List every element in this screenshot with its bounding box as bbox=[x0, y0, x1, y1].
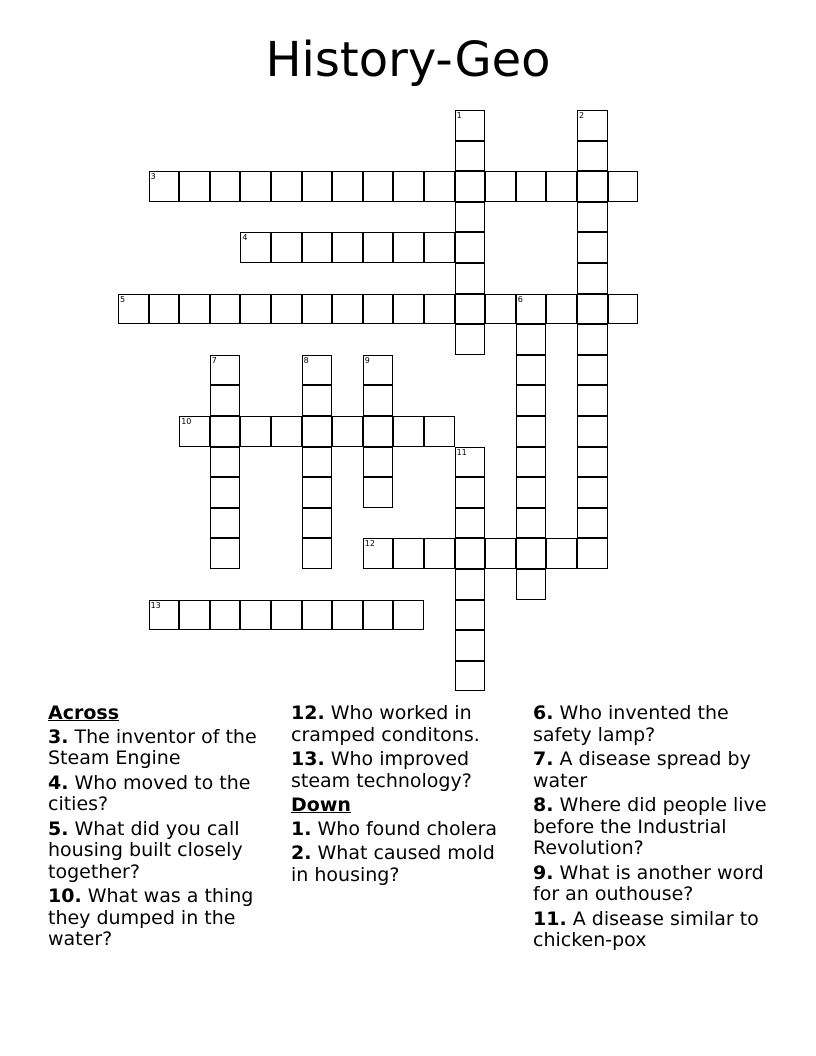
grid-cell[interactable] bbox=[210, 294, 241, 325]
grid-cell[interactable] bbox=[210, 355, 241, 386]
clue-number: 7 bbox=[211, 355, 217, 365]
clue-number: 2 bbox=[579, 111, 585, 120]
grid-cell[interactable] bbox=[455, 324, 486, 355]
grid-cell[interactable] bbox=[424, 538, 455, 569]
clue-number-label: 3. bbox=[48, 725, 69, 748]
clue bbox=[291, 843, 516, 886]
clue-text: What did you call housing built closely together? bbox=[48, 817, 243, 883]
grid-cell[interactable] bbox=[516, 538, 547, 569]
grid-cell[interactable] bbox=[302, 171, 333, 202]
clue-text: Where did people live before the Industrial Revolution? bbox=[533, 794, 767, 859]
grid-cell[interactable] bbox=[577, 110, 608, 141]
grid-cell[interactable] bbox=[363, 294, 394, 325]
grid-cell[interactable] bbox=[393, 171, 424, 202]
grid-cell[interactable] bbox=[302, 508, 333, 539]
grid-cell[interactable] bbox=[363, 171, 394, 202]
grid-cell[interactable] bbox=[393, 416, 424, 447]
grid-cell[interactable] bbox=[179, 416, 210, 447]
grid-cell[interactable] bbox=[363, 477, 394, 508]
clue-text: Who improved steam technology? bbox=[291, 748, 472, 792]
grid-cell[interactable] bbox=[302, 477, 333, 508]
grid-cell[interactable] bbox=[455, 447, 486, 478]
grid-cell[interactable] bbox=[455, 538, 486, 569]
grid-cell[interactable] bbox=[577, 508, 608, 539]
grid-cell[interactable] bbox=[455, 294, 486, 325]
clue bbox=[48, 886, 273, 951]
clue bbox=[291, 703, 516, 746]
clue-number: 11 bbox=[456, 447, 467, 457]
clue bbox=[533, 909, 773, 952]
clue-number-label: 8. bbox=[533, 794, 554, 816]
grid-cell[interactable] bbox=[424, 171, 455, 202]
grid-cell[interactable] bbox=[577, 202, 608, 233]
clue-number-label: 13. bbox=[291, 748, 325, 770]
grid-cell[interactable] bbox=[516, 385, 547, 416]
clue bbox=[533, 863, 773, 906]
grid-cell[interactable] bbox=[516, 447, 547, 478]
grid-cell[interactable] bbox=[210, 538, 241, 569]
grid-cell[interactable] bbox=[149, 294, 180, 325]
grid-cell[interactable] bbox=[179, 294, 210, 325]
across-header: Across bbox=[48, 702, 120, 724]
clue-number-label: 11. bbox=[533, 907, 567, 930]
grid-cell[interactable] bbox=[577, 538, 608, 569]
grid-cell[interactable] bbox=[546, 538, 577, 569]
clue-number: 12 bbox=[364, 539, 375, 549]
grid-cell[interactable] bbox=[332, 232, 363, 263]
grid-cell[interactable] bbox=[455, 141, 486, 172]
grid-cell[interactable] bbox=[577, 355, 608, 386]
grid-cell[interactable] bbox=[577, 447, 608, 478]
clue-text: What caused mold in housing? bbox=[291, 842, 495, 886]
grid-cell[interactable] bbox=[546, 171, 577, 202]
grid-cell[interactable] bbox=[393, 294, 424, 325]
clue-number-label: 7. bbox=[533, 748, 554, 770]
clue bbox=[48, 727, 273, 770]
puzzle-title: History-Geo bbox=[265, 32, 551, 88]
clue bbox=[291, 749, 516, 792]
grid-cell[interactable] bbox=[363, 232, 394, 263]
grid-cell[interactable] bbox=[332, 600, 363, 631]
grid-cell[interactable] bbox=[577, 416, 608, 447]
grid-cell[interactable] bbox=[516, 355, 547, 386]
clue-number: 13 bbox=[150, 600, 161, 610]
grid-cell[interactable] bbox=[210, 508, 241, 539]
grid-cell[interactable] bbox=[210, 385, 241, 416]
grid-cell[interactable] bbox=[455, 263, 486, 294]
grid-cell[interactable] bbox=[302, 600, 333, 631]
grid-cell[interactable] bbox=[516, 508, 547, 539]
clue bbox=[291, 819, 516, 841]
grid-cell[interactable] bbox=[455, 661, 486, 692]
grid-cell[interactable] bbox=[455, 232, 486, 263]
grid-cell[interactable] bbox=[210, 600, 241, 631]
clue-text: A disease spread by water bbox=[533, 748, 751, 792]
grid-cell[interactable] bbox=[179, 600, 210, 631]
clue-number: 1 bbox=[456, 111, 462, 120]
clue-text: What was a thing they dumped in the water? bbox=[48, 885, 254, 950]
grid-cell[interactable] bbox=[516, 171, 547, 202]
grid-cell[interactable] bbox=[363, 416, 394, 447]
grid-cell[interactable] bbox=[577, 171, 608, 202]
grid-cell[interactable] bbox=[149, 600, 180, 631]
clue bbox=[48, 819, 273, 884]
grid-cell[interactable] bbox=[546, 294, 577, 325]
grid-cell[interactable] bbox=[577, 232, 608, 263]
clue-column-1 bbox=[48, 703, 273, 954]
grid-cell[interactable] bbox=[485, 538, 516, 569]
grid-cell[interactable] bbox=[210, 416, 241, 447]
grid-cell[interactable] bbox=[271, 232, 302, 263]
grid-cell[interactable] bbox=[485, 294, 516, 325]
clue-number: 6 bbox=[517, 294, 523, 304]
grid-cell[interactable] bbox=[240, 294, 271, 325]
grid-cell[interactable] bbox=[424, 294, 455, 325]
clue-number: 5 bbox=[120, 294, 126, 304]
clue-number: 3 bbox=[150, 172, 156, 182]
grid-cell[interactable] bbox=[179, 171, 210, 202]
grid-cell[interactable] bbox=[240, 171, 271, 202]
grid-cell[interactable] bbox=[240, 232, 271, 263]
grid-cell[interactable] bbox=[332, 416, 363, 447]
grid-cell[interactable] bbox=[577, 385, 608, 416]
grid-cell[interactable] bbox=[516, 294, 547, 325]
clue-number-label: 5. bbox=[48, 817, 69, 840]
grid-cell[interactable] bbox=[302, 294, 333, 325]
grid-cell[interactable] bbox=[363, 538, 394, 569]
grid-cell[interactable] bbox=[577, 477, 608, 508]
grid-cell[interactable] bbox=[577, 294, 608, 325]
clue-text: Who found cholera bbox=[317, 817, 498, 840]
clue-number: 8 bbox=[303, 355, 309, 365]
grid-cell[interactable] bbox=[455, 202, 486, 233]
clue-text: Who moved to the cities? bbox=[48, 771, 251, 815]
grid-cell[interactable] bbox=[363, 600, 394, 631]
grid-cell[interactable] bbox=[485, 171, 516, 202]
grid-cell[interactable] bbox=[363, 385, 394, 416]
grid-cell[interactable] bbox=[271, 600, 302, 631]
grid-cell[interactable] bbox=[455, 569, 486, 600]
grid-cell[interactable] bbox=[455, 508, 486, 539]
grid-cell[interactable] bbox=[424, 416, 455, 447]
clue bbox=[533, 795, 773, 860]
grid-cell[interactable] bbox=[455, 110, 486, 141]
grid-cell[interactable] bbox=[424, 232, 455, 263]
grid-cell[interactable] bbox=[210, 447, 241, 478]
grid-cell[interactable] bbox=[240, 600, 271, 631]
clue-number: 10 bbox=[181, 417, 192, 426]
grid-cell[interactable] bbox=[271, 294, 302, 325]
clue-text: The inventor of the Steam Engine bbox=[48, 725, 257, 769]
grid-cell[interactable] bbox=[302, 447, 333, 478]
grid-cell[interactable] bbox=[302, 232, 333, 263]
grid-cell[interactable] bbox=[363, 447, 394, 478]
clue-number-label: 12. bbox=[291, 702, 325, 724]
clue-number: 4 bbox=[242, 233, 248, 243]
clue-number-label: 10. bbox=[48, 885, 82, 907]
clue-number-label: 6. bbox=[533, 702, 554, 724]
grid-cell[interactable] bbox=[271, 416, 302, 447]
grid-cell[interactable] bbox=[516, 477, 547, 508]
clue-number-label: 4. bbox=[48, 771, 69, 794]
grid-cell[interactable] bbox=[608, 294, 639, 325]
clue-text: Who worked in cramped conditons. bbox=[291, 702, 480, 746]
grid-cell[interactable] bbox=[455, 477, 486, 508]
grid-cell[interactable] bbox=[516, 324, 547, 355]
clue-number-label: 2. bbox=[291, 842, 312, 864]
clue-number-label: 1. bbox=[291, 817, 312, 840]
clue-text: What is another word for an outhouse? bbox=[533, 861, 764, 905]
grid-cell[interactable] bbox=[393, 600, 424, 631]
grid-cell[interactable] bbox=[302, 385, 333, 416]
clue bbox=[533, 749, 773, 792]
clue bbox=[533, 703, 773, 746]
grid-cell[interactable] bbox=[118, 294, 149, 325]
grid-cell[interactable] bbox=[608, 171, 639, 202]
grid-cell[interactable] bbox=[516, 569, 547, 600]
grid-cell[interactable] bbox=[149, 171, 180, 202]
grid-cell[interactable] bbox=[332, 171, 363, 202]
grid-cell[interactable] bbox=[455, 171, 486, 202]
grid-cell[interactable] bbox=[210, 477, 241, 508]
grid-cell[interactable] bbox=[577, 263, 608, 294]
grid-cell[interactable] bbox=[393, 538, 424, 569]
grid-cell[interactable] bbox=[332, 294, 363, 325]
grid-cell[interactable] bbox=[271, 171, 302, 202]
grid-cell[interactable] bbox=[516, 416, 547, 447]
grid-cell[interactable] bbox=[240, 416, 271, 447]
down-header: Down bbox=[291, 794, 351, 816]
grid-cell[interactable] bbox=[210, 171, 241, 202]
grid-cell[interactable] bbox=[302, 355, 333, 386]
clue-number-label: 9. bbox=[533, 861, 554, 884]
grid-cell[interactable] bbox=[302, 538, 333, 569]
grid-cell[interactable] bbox=[455, 630, 486, 661]
clue-column-3 bbox=[533, 703, 773, 955]
clue-text: Who invented the safety lamp? bbox=[533, 702, 729, 746]
grid-cell[interactable] bbox=[577, 324, 608, 355]
grid-cell[interactable] bbox=[455, 600, 486, 631]
clue-number: 9 bbox=[364, 355, 370, 365]
grid-cell[interactable] bbox=[363, 355, 394, 386]
grid-cell[interactable] bbox=[577, 141, 608, 172]
grid-cell[interactable] bbox=[302, 416, 333, 447]
clue bbox=[48, 773, 273, 816]
clue-column-2 bbox=[291, 703, 516, 889]
grid-cell[interactable] bbox=[393, 232, 424, 263]
clue-text: A disease similar to chicken-pox bbox=[533, 907, 759, 951]
